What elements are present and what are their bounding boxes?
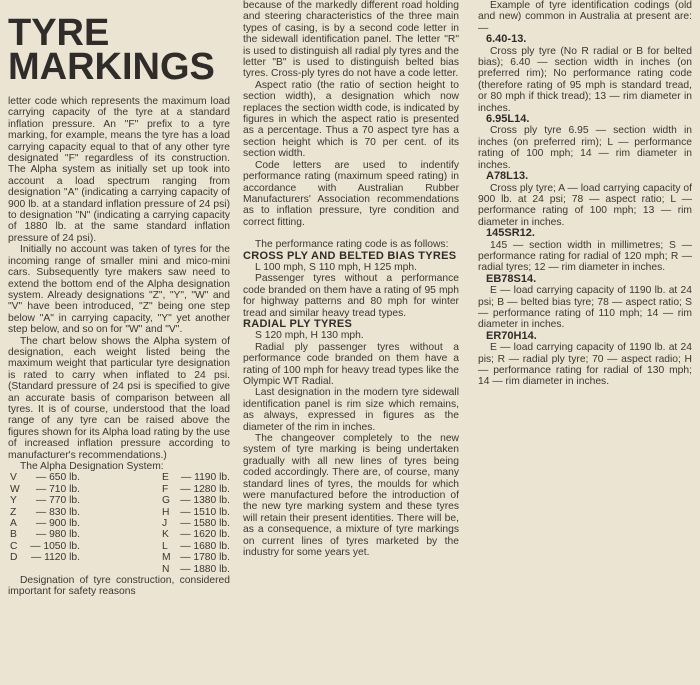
subheading-cross-ply: CROSS PLY AND BELTED BIAS TYRES — [243, 249, 457, 262]
table-row: D — 1120 lb. M — 1780 lb. — [10, 552, 230, 564]
paragraph: letter code which represents the maximum load carrying capacity of the tyre at a standard inflation pressure. An "F" prefix to a tyre marking, for example, means the tyre has a load carrying capacity equal to that of any other tyre designated "F" regardless of its construction. The Alpha system as initially set up took into account a load spectrum ranging from designation "A" (indicating a carrying capacity of 900 lb. at a standard inflation pressure of 24 psi) to designation "N" (indicating a carrying capacity of 1880 lb. at the same standard inflation pressure of 24 psi). — [8, 96, 230, 244]
tyre-code: 6.40-13. — [486, 33, 527, 46]
tyre-code: 145SR12. — [486, 227, 535, 240]
table-row: W — 710 lb. F — 1280 lb. — [10, 483, 230, 495]
subheading-radial-ply: RADIAL PLY TYRES — [243, 317, 353, 330]
title-line-2: MARKINGS — [8, 46, 215, 88]
title-line-1: TYRE — [8, 12, 110, 54]
table-row: C — 1050 lb. L — 1680 lb. — [10, 540, 230, 552]
paragraph: Code letters are used to indentify performance rating (maximum speed rating) in accordance with Australian Rubber Manufacturers' Association recommendations as to inflation pressure, tyre condition and correct fitting. — [243, 159, 459, 228]
paragraph: Passenger tyres without a performance code branded on them have a rating of 95 mph for highway patterns and 80 mph for winter tread and similar heavy tread types. — [243, 273, 459, 319]
paragraph: Last designation in the modern tyre sidewall identification panel is rim size which remains, as always, expressed in figures as the diameter of the rim in inches. — [243, 387, 459, 433]
tyre-code: 6.95L14. — [486, 113, 530, 126]
tyre-code-explanation: Cross ply tyre (No R radial or B for belted bias); 6.40 — section width in inches (on preferred rim); No performance rating code (therefore rating of 95 mph is standard tread, or 80 mph if thick tread); 13 — rim diameter in inches. — [478, 45, 692, 114]
tyre-code-explanation: Cross ply tyre; A — load carrying capacity of 900 lb. at 24 psi; 78 — aspect ratio; L — performance rating of 100 mph; 13 — rim diameter in inches. — [478, 182, 692, 228]
table-row: Z — 830 lb. H — 1510 lb. — [10, 506, 230, 518]
paragraph: The changeover completely to the new system of tyre marking is being undertaken gradually with all new lines of tyres being coded accordingly. There are, of course, many standard lines of tyres, the moulds for which were manufactured before the introduction of the new tyre marking system and these tyres will retain their present identities. There will be, as a consequence, a mixture of tyre markings on current lines of tyres marketed by the industry for some years yet. — [243, 433, 459, 559]
tyre-code-explanation: E — load carrying capacity of 1190 lb. at 24 psi; B — belted bias tyre; 78 — aspect ratio; S — performance rating of 110 mph; 14 — rim diameter in inches. — [478, 285, 692, 331]
paragraph: Example of tyre identification codings (old and new) common in Australia at present are: — — [478, 0, 692, 34]
table-row: A — 900 lb. J — 1580 lb. — [10, 518, 230, 530]
alpha-table-title: The Alpha Designation System: — [20, 461, 164, 472]
table-row: N — 1880 lb. — [162, 563, 230, 575]
tyre-code-explanation: E — load carrying capacity of 1190 lb. at 24 pis; R — radial ply tyre; 70 — aspect radio; H — performance rating for radial of 130 mph; 14 — rim diameter in inches. — [478, 342, 692, 388]
table-row: B — 980 lb. K — 1620 lb. — [10, 529, 230, 541]
tyre-code: ER70H14. — [486, 329, 537, 342]
paragraph: L 100 mph, S 110 mph, H 125 mph. — [255, 261, 417, 273]
tyre-code-explanation: Cross ply tyre 6.95 — section width in inches (on preferred rim); L — performance rating of 100 mph; 14 — rim diameter in inches. — [478, 125, 692, 171]
table-row: Y — 770 lb. G — 1380 lb. — [10, 495, 230, 507]
column-3 — [478, 0, 692, 388]
tyre-code: A78L13. — [486, 170, 529, 183]
column-1 — [8, 96, 230, 598]
paragraph: S 120 mph, H 130 mph. — [255, 330, 364, 342]
alpha-designation-table — [10, 472, 230, 575]
paragraph: Initially no account was taken of tyres for the incoming range of smaller mini and mico-mini cars. Subsequently tyre makers saw need to extend the bottom end of the Alpha designation system. Already designations "Z", "Y", "W" and "V" have been introduced, "Z" being one step below "A" in carrying capacity, "Y" yet another step below, and so on for "W" and "V". — [8, 244, 230, 336]
paragraph: The chart below shows the Alpha system of designation, each weight listed being the maximum weight that particular tyre designation is rated to carry when inflated to 24 psi. (Standard pressure of 24 psi is specified to give an accurate basis of comparison between all tyres. It is of course, understood that the load range of any tyre can be raised above the figures shown for its Alpha load rating by the use of increased inflation pressure according to manufacturer's recommendations.) — [8, 335, 230, 461]
paragraph: The performance rating code is as follows: — [255, 239, 449, 251]
column-2 — [243, 0, 459, 559]
paragraph: because of the markedly different road holding and steering characteristics of the three main types of casing, is by a second code letter in the sidewall identification panel. The letter "R" is used to distinguish all radial ply tyres and the letter "B" is used to distinguish belted bias tyres. Cross-ply tyres do not have a code letter. — [243, 0, 459, 80]
table-row: V — 650 lb. E — 1190 lb. — [10, 472, 230, 484]
paragraph: Designation of tyre construction, considered important for safety reasons — [8, 575, 230, 598]
article-title — [8, 12, 230, 88]
tyre-code: EB78S14. — [486, 272, 537, 285]
tyre-code-explanation: 145 — section width in millimetres; S — performance rating for radial of 120 mph; R — radial tyres; 12 — rim diameter in inches. — [478, 239, 692, 274]
paragraph: Aspect ratio (the ratio of section height to section width), a designation which now replaces the section width code, is indicated by figures in which the aspect ratio is presented as a percentage. Thus a 70 aspect tyre has a section height which is 70 per cent. of its section width. — [243, 79, 459, 160]
paragraph: Radial ply passenger tyres without a performance code branded on them have a rating of 100 mph for heavy tread types like the Olympic WT Radial. — [243, 341, 459, 387]
